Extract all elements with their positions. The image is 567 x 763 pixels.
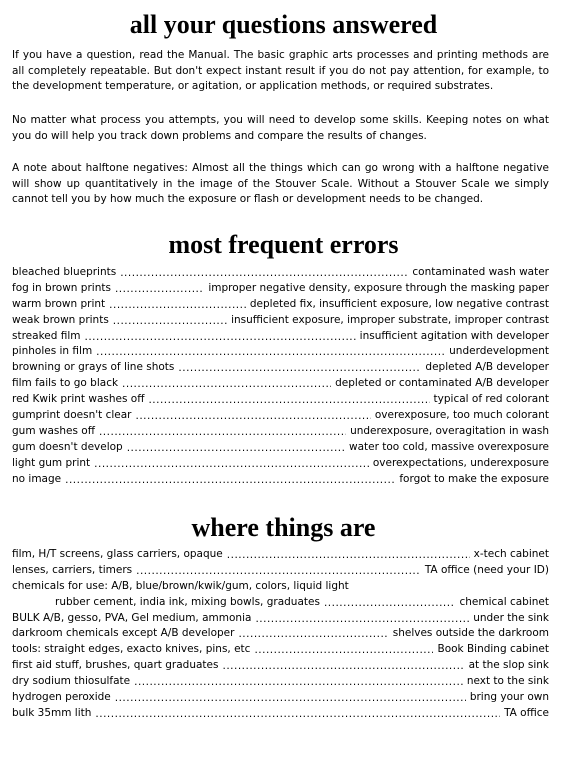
leader-dots [96, 346, 445, 357]
paragraph-halftone: A note about halftone negatives: Almost all the things which can go wrong with a halftone negative will show up quantitatively in the image of the Stouver Scale. Without a Stouver Scale we simply cannot tell you by how much the exposure or flash or development needs to be changed. [12, 162, 549, 205]
error-cause: depleted A/B developer [425, 361, 549, 374]
error-cause: overexposure, too much colorant [374, 409, 549, 422]
error-cause: typical of red colorant [433, 393, 549, 406]
error-row [12, 330, 549, 346]
error-row [12, 441, 549, 457]
leader-dots [127, 442, 345, 453]
error-row [12, 282, 549, 298]
location-item: rubber cement, india ink, mixing bowls, graduates [55, 595, 320, 608]
paragraph-manual: If you have a question, read the Manual. The basic graphic arts processes and printing methods are all completely repeatable. But don't expect instant result if you do not pay attention, for example, to the development temperature, or agitation, or application methods, or required substrates. [12, 49, 549, 92]
error-row [12, 298, 549, 314]
error-row [12, 473, 549, 489]
location-row [12, 627, 549, 643]
leader-dots [99, 426, 346, 437]
error-row [12, 314, 549, 330]
location-item: dry sodium thiosulfate [12, 675, 131, 688]
location-row [12, 675, 549, 691]
leader-dots [115, 692, 466, 703]
error-row [12, 409, 549, 425]
leader-dots [178, 362, 421, 373]
leader-dots [222, 660, 464, 671]
location-item: film, H/T screens, glass carriers, opaque [12, 548, 223, 560]
error-row [12, 377, 549, 393]
error-cause: improper negative density, exposure through the masking paper [208, 281, 549, 294]
error-cause: water too cold, massive overexposure [349, 440, 549, 453]
error-row [12, 266, 549, 282]
error-row [12, 457, 549, 473]
error-cause: underexposure, overagitation in wash [350, 424, 549, 437]
error-problem: fog in brown prints [12, 281, 111, 294]
leader-dots [255, 613, 469, 624]
location-place: next to the sink [466, 675, 549, 688]
location-item: lenses, carriers, timers [12, 563, 133, 576]
error-row [12, 361, 549, 377]
error-problem: gumprint doesn't clear [12, 409, 132, 422]
error-problem: warm brown print [12, 297, 106, 310]
location-row [12, 596, 549, 612]
location-place: Book Binding cabinet [437, 643, 549, 656]
location-item: bulk 35mm lith [12, 706, 92, 719]
error-problem: weak brown prints [12, 313, 109, 326]
error-cause: underdevelopment [449, 345, 549, 358]
heading-locations: where things are [191, 513, 376, 542]
location-place: TA office (need your ID) [424, 563, 549, 576]
location-item: tools: straight edges, exacto knives, pins, etc [12, 643, 251, 656]
location-place: bring your own [469, 691, 549, 704]
heading-errors: most frequent errors [168, 230, 399, 259]
error-problem: red Kwik print washes off [12, 393, 145, 406]
location-row [12, 564, 549, 580]
leader-dots [135, 410, 370, 421]
error-cause: forgot to make the exposure [399, 472, 549, 485]
error-cause: overexpectations, underexposure [372, 456, 549, 469]
error-problem: browning or grays of line shots [12, 361, 175, 374]
leader-dots [95, 708, 500, 719]
location-row [12, 691, 549, 707]
location-item: chemicals for use: A/B, blue/brown/kwik/gum, colors, liquid light [12, 579, 349, 592]
error-cause: insufficient exposure, improper substrate, improper contrast [231, 313, 549, 326]
error-row [12, 393, 549, 409]
leader-dots [134, 676, 463, 687]
error-cause: depleted fix, insufficient exposure, low negative contrast [249, 297, 549, 310]
location-item: first aid stuff, brushes, quart graduates [12, 659, 219, 672]
leader-dots [254, 644, 433, 655]
error-cause: depleted or contaminated A/B developer [335, 377, 549, 390]
locations-list [12, 548, 549, 723]
error-problem: no image [12, 472, 62, 485]
error-row [12, 425, 549, 441]
error-cause: contaminated wash water [412, 266, 549, 278]
location-place: x-tech cabinet [473, 548, 549, 560]
leader-dots [113, 315, 227, 326]
heading-questions: all your questions answered [129, 10, 438, 39]
leader-dots [65, 474, 395, 485]
errors-list [12, 266, 549, 488]
error-problem: bleached blueprints [12, 266, 117, 278]
error-problem: light gum print [12, 456, 91, 469]
error-problem: gum doesn't develop [12, 440, 123, 453]
error-problem: gum washes off [12, 424, 95, 437]
location-row [12, 548, 549, 564]
location-row [12, 707, 549, 723]
error-problem: film fails to go black [12, 377, 119, 390]
location-row [12, 643, 549, 659]
error-row [12, 345, 549, 361]
leader-dots [109, 299, 246, 310]
location-item: darkroom chemicals except A/B developer [12, 627, 235, 640]
location-row [12, 580, 549, 596]
leader-dots [136, 565, 421, 576]
leader-dots [227, 549, 470, 560]
leader-dots [120, 267, 408, 278]
error-problem: streaked film [12, 329, 81, 342]
leader-dots [115, 283, 204, 294]
location-place: shelves outside the darkroom [392, 627, 549, 640]
location-row [12, 659, 549, 675]
location-place: TA office [504, 706, 549, 719]
leader-dots [148, 394, 429, 405]
location-item: hydrogen peroxide [12, 691, 111, 704]
error-problem: pinholes in film [12, 345, 93, 358]
error-cause: insufficient agitation with developer [359, 329, 549, 342]
leader-dots [238, 628, 388, 639]
location-item: BULK A/B, gesso, PVA, Gel medium, ammonia [12, 611, 252, 624]
location-place: under the sink [473, 611, 549, 624]
location-row [12, 612, 549, 628]
paragraph-skills: No matter what process you attempts, you will need to develop some skills. Keeping notes on what you do will help you track down problems and compare the results of changes. [12, 114, 549, 142]
leader-dots [122, 378, 331, 389]
leader-dots [94, 458, 369, 469]
leader-dots [324, 597, 456, 608]
leader-dots [85, 331, 356, 342]
location-place: chemical cabinet [459, 595, 549, 608]
location-place: at the slop sink [468, 659, 549, 672]
